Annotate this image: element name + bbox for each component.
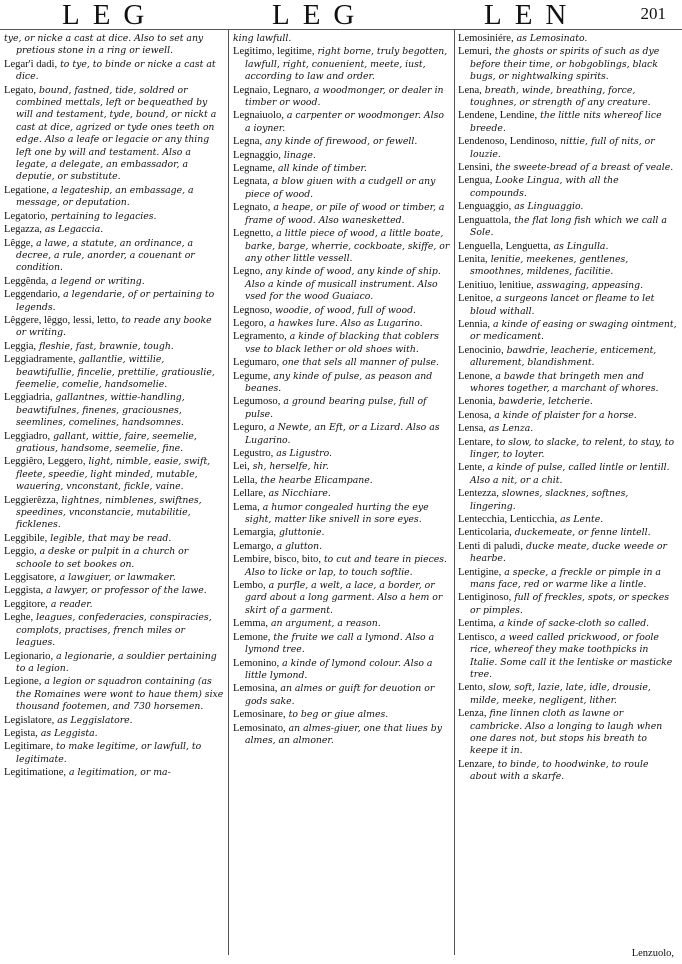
definition: a kinde of blacking that coblers vse to black lether or old shoes with.: [245, 331, 439, 355]
definition: the flat long fish which we call a Sole.: [470, 214, 667, 239]
headword: Legione,: [4, 676, 42, 688]
dictionary-entry: [458, 293, 677, 318]
dictionary-entry: [4, 676, 224, 713]
definition: a lawgiuer, or lawmaker.: [59, 572, 176, 584]
definition: an almes or guift for deuotion or gods sake.: [245, 683, 435, 707]
definition: a carpenter or woodmonger. Also a ioyner.: [245, 110, 444, 134]
headword: Lenitoe,: [458, 293, 494, 305]
dictionary-entry: [4, 238, 224, 275]
headword: Leggênda,: [4, 275, 49, 287]
dictionary-entry: [4, 612, 224, 649]
dictionary-entry: [233, 150, 450, 162]
catchword: Lenzuolo,: [631, 948, 674, 959]
definition: Looke Lingua, with all the compounds.: [470, 175, 619, 199]
definition: a weed called prickwood, or foole rice, whereof they make toothpicks in Italie. Some call it the lentiske or masticke tree.: [470, 631, 673, 680]
headword: Lenticolaria,: [458, 527, 512, 539]
headword: Lema,: [233, 501, 260, 513]
definition: a deske or pulpit in a church or schoole to set bookes on.: [16, 546, 189, 570]
dictionary-entry: [4, 354, 224, 391]
dictionary-entry: [233, 176, 450, 201]
definition: lightnes, nimblenes, swiftnes, speedines, vnconstancie, mutabilitie, ficklenes.: [16, 494, 202, 531]
definition: to binde, to hoodwinke, to roule about with a skarfe.: [470, 758, 649, 783]
guide-word-left: LEG: [62, 0, 158, 31]
headword: Lemosina,: [233, 683, 278, 695]
dictionary-entry: [233, 331, 450, 356]
headword: Legionario,: [4, 650, 54, 662]
definition: to slow, to slacke, to relent, to stay, to linger, to loyter.: [470, 436, 675, 460]
definition: a kinde of lymond colour. Also a little lymond.: [245, 657, 433, 681]
definition: duckemeate, or fenne lintell.: [514, 527, 651, 539]
dictionary-entry: [458, 437, 677, 462]
headword: Lentima,: [458, 618, 496, 630]
dictionary-entry: [458, 708, 677, 758]
headword: Lembo,: [233, 580, 266, 592]
definition: a blow giuen with a cudgell or any piece of wood.: [245, 176, 436, 200]
dictionary-entry: [233, 709, 450, 721]
headword: Lentezza,: [458, 488, 499, 500]
definition: king lawfull.: [233, 33, 292, 44]
headword: Lente,: [458, 462, 485, 474]
headword: Legato,: [4, 84, 37, 96]
definition: light, nimble, easie, swift, fleete, speedie, light minded, mutable, wauering, vnconstant, fickle, vaine.: [16, 456, 211, 493]
definition: as Leggislatore.: [57, 714, 133, 726]
headword: Lenti di paludi,: [458, 540, 524, 552]
definition: to reade any booke or writing.: [16, 314, 212, 339]
definition: a legend or writing.: [51, 275, 145, 287]
column-middle: [233, 33, 450, 953]
column-right: [458, 33, 677, 953]
definition: bawderie, letcherie.: [498, 396, 593, 408]
headword: Lentecchia, Lenticchia,: [458, 514, 558, 526]
definition: the fruite we call a lymond. Also a lymond tree.: [245, 631, 435, 656]
definition: a ground bearing pulse, full of pulse.: [245, 396, 427, 420]
dictionary-entry: [458, 136, 677, 161]
headword: Lemargia,: [233, 527, 277, 539]
dictionary-entry: [233, 371, 450, 396]
dictionary-entry: [233, 723, 450, 748]
definition: bawdrie, leacherie, enticement, allurement, blandishment.: [470, 344, 657, 369]
dictionary-entry: [4, 495, 224, 532]
headword: Legno,: [233, 266, 263, 278]
definition: a lawyer, or professor of the lawe.: [46, 585, 207, 597]
definition: one that sels all manner of pulse.: [282, 357, 439, 369]
dictionary-entry: [4, 546, 224, 571]
column-divider: [454, 30, 455, 955]
dictionary-entry: [458, 592, 677, 617]
dictionary-entry: [4, 224, 224, 236]
headword: Legnaiuolo,: [233, 110, 284, 122]
definition: to cut and teare in pieces. Also to licke or lap, to touch softlie.: [245, 554, 448, 578]
headword: Lemma,: [233, 618, 269, 630]
definition: bound, fastned, tide, soldred or combined mettals, left or bequeathed by will and testament, tyde, bound, or nickt a cast at dice, agrized or tyde ones teeth on edge. Also a leafe or legacie or any thing left one by will and testament. Also a legate, a delegate, an embassador, a deputie, or substitute.: [16, 84, 217, 183]
dictionary-entry: [458, 632, 677, 682]
dictionary-entry: [4, 651, 224, 676]
headword: Lento,: [458, 682, 486, 694]
definition: tye, or nicke a cast at dice. Also to set any pretious stone in a ring or iewell.: [4, 33, 204, 57]
dictionary-entry: [233, 396, 450, 421]
headword: Lengua,: [458, 175, 493, 187]
dictionary-entry: [233, 658, 450, 683]
definition: pertaining to legacies.: [50, 210, 157, 222]
definition: a kinde of pulse, called lintle or lentill. Also a nit, or a chit.: [470, 462, 670, 486]
definition: linage.: [283, 149, 316, 161]
dictionary-entry: [458, 110, 677, 135]
dictionary-entry: [458, 759, 677, 784]
headword: Lella,: [233, 474, 258, 486]
dictionary-entry: [233, 266, 450, 303]
dictionary-entry: [233, 85, 450, 110]
definition: a legion or squadron containing (as the Romaines were wont to haue them) sixe thousand footemen, and 730 horsemen.: [16, 676, 224, 713]
headword: Legitimatione,: [4, 767, 67, 779]
headword: Legatione,: [4, 184, 50, 196]
dictionary-entry: [233, 527, 450, 539]
dictionary-entry: [4, 289, 224, 314]
dictionary-entry: [233, 580, 450, 617]
headword: Lendene, Lendine,: [458, 110, 538, 122]
headword: Lenosa,: [458, 409, 492, 421]
definition: a bawde that bringeth men and whores together, a marchant of whores.: [470, 370, 659, 394]
dictionary-entry: [458, 682, 677, 707]
headword: Leggierêzza,: [4, 494, 59, 506]
dictionary-entry: [458, 618, 677, 630]
column-left: [4, 33, 224, 953]
headword: Legista,: [4, 727, 38, 739]
dictionary-entry: [4, 431, 224, 456]
definition: a Newte, an Eft, or a Lizard. Also as Lugarino.: [245, 422, 440, 446]
running-header: [0, 0, 682, 30]
headword: Lenzare,: [458, 758, 495, 770]
headword: Legitimare,: [4, 741, 54, 753]
dictionary-entry: [4, 315, 224, 340]
definition: a legionarie, a souldier pertaining to a legion.: [16, 650, 217, 674]
dictionary-entry: [233, 422, 450, 447]
definition: as Lemosinato.: [516, 33, 588, 44]
headword: Lêgge,: [4, 237, 34, 249]
headword: Lellare,: [233, 488, 266, 500]
definition: nittie, full of nits, or louzie.: [470, 136, 655, 160]
dictionary-entry: [233, 461, 450, 473]
definition: fine linnen cloth as lawne or cambricke. Also a longing to laugh when one dares not, but stops his breath to keepe it in.: [470, 708, 663, 757]
headword: Legumaro,: [233, 357, 280, 369]
dictionary-entry: [458, 567, 677, 592]
dictionary-entry: [4, 276, 224, 288]
headword: Leggisatore,: [4, 572, 57, 584]
headword: Legatorio,: [4, 210, 48, 222]
headword: Legname,: [233, 163, 276, 175]
headword: Legnato,: [233, 202, 271, 214]
headword: Lêggere, lêggo, lessi, letto,: [4, 314, 119, 326]
definition: gallant, wittie, faire, seemelie, gratious, handsome, seemelie, fine.: [16, 430, 197, 454]
dictionary-entry: [458, 527, 677, 539]
headword: Lenita,: [458, 253, 488, 265]
guide-word-center: LEG: [272, 0, 368, 31]
definition: a kinde of plaister for a horse.: [494, 409, 637, 421]
definition: to beg or giue almes.: [288, 709, 389, 721]
definition: as Leggista.: [40, 727, 98, 739]
dictionary-entry: [458, 85, 677, 110]
dictionary-entry: [233, 541, 450, 553]
definition: a lawe, a statute, an ordinance, a decree, a rule, anorder, a couenant or condition.: [16, 237, 195, 274]
dictionary-entry: [4, 585, 224, 597]
headword: Leggitore,: [4, 598, 48, 610]
dictionary-entry: [233, 357, 450, 369]
headword: Legnaggio,: [233, 149, 281, 161]
definition: a humor congealed hurting the eye sight, matter like snivell in sore eyes.: [245, 501, 429, 526]
headword: Lenguaggio,: [458, 201, 512, 213]
headword: Lemosiniére,: [458, 33, 514, 44]
dictionary-entry: [233, 136, 450, 148]
dictionary-entry: [458, 215, 677, 240]
definition: gallantnes, wittie-handling, beawtifulnes, finenes, graciousnes, seemlines, comelines, handsomnes.: [16, 392, 185, 429]
headword: Legustro,: [233, 448, 274, 459]
dictionary-entry: [233, 554, 450, 579]
headword: Leggiadramente,: [4, 354, 76, 366]
headword: Lendenoso, Lendinoso,: [458, 136, 558, 148]
definition: as Ligustro.: [276, 448, 332, 459]
headword: Legoro,: [233, 317, 267, 329]
dictionary-entry: [233, 163, 450, 175]
definition: a glutton.: [276, 540, 323, 552]
definition: fleshie, fast, brawnie, tough.: [39, 340, 174, 352]
dictionary-entry: [4, 33, 224, 58]
dictionary-entry: [458, 488, 677, 513]
dictionary-entry: [233, 475, 450, 487]
dictionary-entry: [4, 341, 224, 353]
headword: Legislatore,: [4, 714, 55, 726]
definition: an argument, a reason.: [270, 618, 381, 630]
definition: as Lingulla.: [553, 240, 609, 252]
dictionary-entry: [458, 280, 677, 292]
definition: all kinde of timber.: [278, 163, 367, 175]
definition: an almes-giuer, one that liues by almes, an almoner.: [245, 722, 442, 746]
dictionary-entry: [458, 541, 677, 566]
dictionary-entry: [458, 33, 677, 45]
definition: a legateship, an embassage, a message, or deputation.: [16, 184, 194, 209]
dictionary-entry: [4, 533, 224, 545]
definition: a legendarie, of or pertaining to legends.: [16, 289, 215, 313]
definition: as Lenza.: [488, 423, 534, 435]
definition: a purfle, a welt, a lace, a border, or gard about a long garment. Also a hem or skirt of a garment.: [245, 580, 443, 616]
definition: as Lente.: [560, 514, 604, 526]
dictionary-entry: [458, 423, 677, 435]
headword: Leghe,: [4, 612, 34, 624]
headword: Lennia,: [458, 318, 491, 330]
dictionary-entry: [4, 59, 224, 84]
headword: Lenocinio,: [458, 344, 504, 356]
definition: a specke, a freckle or pimple in a mans face, red or warme like a lintle.: [470, 566, 661, 591]
dictionary-entry: [458, 371, 677, 396]
page-number: 201: [640, 4, 666, 23]
dictionary-entry: [4, 728, 224, 740]
definition: the ghosts or spirits of such as dye before their time, or hobgoblings, black bugs, or nightwalking spirits.: [470, 46, 660, 83]
definition: a surgeons lancet or fleame to let bloud withall.: [470, 293, 655, 317]
dictionary-entry: [458, 254, 677, 279]
definition: a heape, or pile of wood or timber, a frame of wood. Also wanesketted.: [245, 202, 445, 226]
headword: Leggio,: [4, 546, 37, 558]
dictionary-entry: [458, 201, 677, 213]
dictionary-entry: [4, 572, 224, 584]
dictionary-entry: [458, 319, 677, 344]
headword: Legitimo, legitime,: [233, 46, 315, 58]
headword: Lenguattola,: [458, 214, 512, 226]
headword: Leggia,: [4, 340, 37, 352]
definition: ducke meate, ducke weede or hearbe.: [470, 540, 667, 565]
dictionary-entry: [233, 46, 450, 83]
headword: Legramento,: [233, 331, 287, 343]
definition: slow, soft, lazie, late, idle, drousie, milde, meeke, negligent, lither.: [470, 682, 651, 706]
dictionary-entry: [4, 185, 224, 210]
dictionary-entry: [458, 241, 677, 253]
headword: Lena,: [458, 84, 482, 96]
definition: the sweete-bread of a breast of veale.: [495, 162, 674, 174]
headword: Lenone,: [458, 370, 493, 382]
definition: to tye, to binde or nicke a cast at dice.: [16, 58, 216, 83]
definition: to make legitime, or lawfull, to legitimate.: [16, 741, 202, 765]
definition: as Linguaggio.: [514, 201, 584, 213]
headword: Leggista,: [4, 585, 44, 597]
definition: a little piece of wood, a little boate, barke, barge, wherrie, cockboate, skiffe, or any other little vessell.: [245, 228, 450, 264]
dictionary-entry: [233, 110, 450, 135]
headword: Leggiadro,: [4, 430, 51, 442]
headword: Legumoso,: [233, 396, 281, 408]
headword: Leguro,: [233, 422, 267, 434]
dictionary-entry: [233, 305, 450, 317]
definition: a legitimation, or ma-: [69, 767, 171, 779]
definition: any kinde of pulse, as peason and beanes.: [245, 370, 433, 394]
dictionary-entry: [233, 228, 450, 265]
headword: Lensa,: [458, 423, 486, 435]
headword: Lentigine,: [458, 566, 502, 578]
headword: Lei,: [233, 461, 250, 473]
headword: Legazza,: [4, 224, 42, 236]
dictionary-entry: [4, 599, 224, 611]
headword: Legna,: [233, 136, 263, 148]
definition: lenitie, meekenes, gentlenes, smoothnes, mildenes, facilitie.: [470, 253, 629, 278]
definition: right borne, truly begotten, lawfull, right, conuenient, meete, iust, according to law and order.: [245, 46, 448, 83]
dictionary-entry: [458, 162, 677, 174]
dictionary-entry: [458, 396, 677, 408]
headword: Lentare,: [458, 436, 493, 448]
headword: Lenguella, Lenguetta,: [458, 240, 551, 252]
dictionary-entry: [233, 202, 450, 227]
headword: Lentisco,: [458, 631, 498, 643]
definition: as Legaccia.: [44, 224, 104, 236]
dictionary-entry: [233, 318, 450, 330]
headword: Leggiêro, Leggero,: [4, 456, 86, 468]
headword: Lemosinare,: [233, 709, 286, 721]
headword: Legnaio, Legnaro,: [233, 84, 311, 96]
headword: Lenonia,: [458, 396, 496, 408]
definition: woodie, of wood, full of wood.: [275, 304, 416, 316]
definition: slownes, slacknes, softnes, lingering.: [470, 488, 629, 512]
dictionary-entry: [4, 85, 224, 184]
guide-word-right: LEN: [484, 0, 580, 31]
headword: Lenza,: [458, 708, 487, 720]
dictionary-entry: [4, 715, 224, 727]
headword: Leggiadria,: [4, 392, 53, 404]
definition: gluttonie.: [279, 527, 325, 539]
headword: Legar'i dadi,: [4, 58, 58, 70]
definition: sh, herselfe, hir.: [252, 461, 329, 473]
headword: Leggibile,: [4, 532, 48, 544]
dictionary-entry: [233, 618, 450, 630]
headword: Legume,: [233, 370, 271, 382]
definition: as Nicchiare.: [268, 488, 331, 500]
column-divider: [228, 30, 229, 955]
headword: Lemone,: [233, 631, 271, 643]
headword: Legnetto,: [233, 228, 274, 240]
definition: leagues, confederacies, conspiracies, complots, practises, french miles or leagues.: [16, 612, 212, 649]
definition: a kinde of easing or swaging ointment, or medicament.: [470, 318, 677, 343]
dictionary-entry: [458, 345, 677, 370]
definition: a woodmonger, or dealer in timber or wood.: [245, 84, 444, 109]
definition: full of freckles, spots, or speckes or pimples.: [470, 592, 670, 616]
headword: Lemonino,: [233, 657, 280, 669]
definition: gallantlie, wittilie, beawtifullie, fincelie, prettilie, gratiouslie, feemelie, comelie, handsomelie.: [16, 354, 215, 390]
dictionary-entry: [4, 456, 224, 493]
dictionary-entry: [458, 514, 677, 526]
definition: the hearbe Elicampane.: [260, 474, 373, 486]
definition: a reader.: [50, 598, 93, 610]
dictionary-entry: [233, 488, 450, 500]
headword: Leggendario,: [4, 289, 61, 301]
dictionary-entry: [458, 462, 677, 487]
dictionary-entry: [4, 392, 224, 429]
dictionary-entry: [458, 46, 677, 83]
dictionary-entry: [4, 767, 224, 779]
headword: Lentiginoso,: [458, 592, 512, 604]
headword: Lemosinato,: [233, 722, 286, 734]
headword: Lembire, bisco, bito,: [233, 554, 321, 566]
headword: Lenitiuo, lenitiue,: [458, 279, 534, 291]
definition: breath, winde, breathing, force, toughnes, or strength of any creature.: [470, 84, 651, 109]
dictionary-entry: [458, 410, 677, 422]
dictionary-entry: [233, 632, 450, 657]
dictionary-entry: [4, 741, 224, 766]
headword: Lensini,: [458, 162, 493, 174]
headword: Legnoso,: [233, 304, 273, 316]
definition: the little nits whereof lice breede.: [470, 110, 662, 134]
headword: Legnata,: [233, 176, 270, 188]
dictionary-entry: [233, 33, 450, 45]
definition: any kinde of wood, any kinde of ship. Also a kinde of musicall instrument. Also vsed for the wood Guaiaco.: [245, 266, 441, 303]
dictionary-entry: [458, 175, 677, 200]
definition: legible, that may be read.: [50, 532, 172, 544]
definition: asswaging, appeasing.: [536, 279, 644, 291]
definition: any kinde of firewood, or fewell.: [265, 136, 418, 148]
definition: a kinde of sacke-cloth so called.: [498, 618, 650, 630]
dictionary-entry: [233, 448, 450, 460]
definition: a hawkes lure. Also as Lugarino.: [269, 317, 423, 329]
dictionary-entry: [233, 683, 450, 708]
headword: Lemargo,: [233, 540, 274, 552]
dictionary-entry: [4, 211, 224, 223]
headword: Lemuri,: [458, 46, 492, 58]
dictionary-entry: [233, 502, 450, 527]
